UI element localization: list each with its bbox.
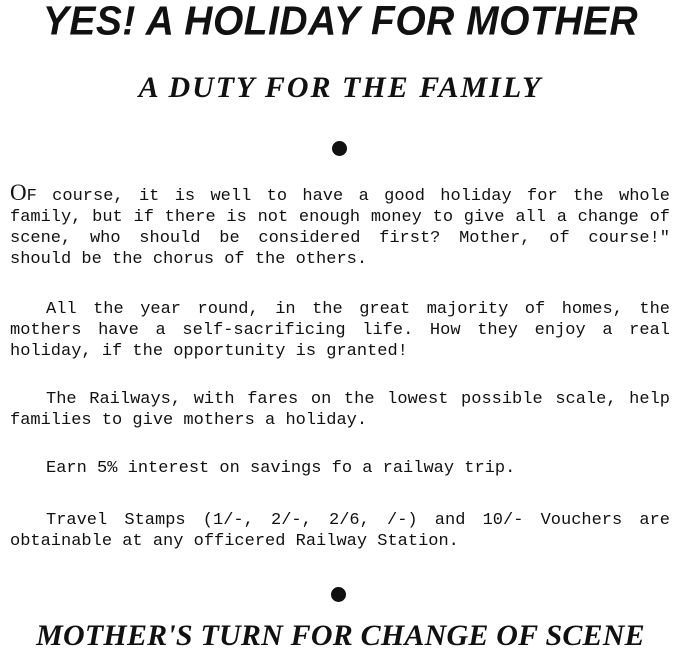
paragraph-savings: Earn 5% interest on savings fo a railway trip. <box>46 459 516 478</box>
headline: YES! A HOLIDAY FOR MOTHER <box>42 0 639 45</box>
paragraph-mothers: All the year round, in the great majority of homes, the mothers have a self-sacrificing life. How they enjoy a real holiday, if the opportunity is granted! <box>10 300 670 361</box>
bullet-dot-icon <box>331 587 346 602</box>
paragraph-intro-text: F course, it is well to have a good holiday for the whole family, but if there is not enough money to give all a change of scene, who should be considered first? Mother, of course!" should be the chorus of the others. <box>10 187 670 269</box>
paragraph-travel-stamps: Travel Stamps (1/-, 2/-, 2/6, /-) and 10/- Vouchers are obtainable at any officered Railway Station. <box>10 511 670 551</box>
paragraph-intro <box>10 180 670 270</box>
bullet-dot-icon <box>332 141 347 156</box>
subheadline: A DUTY FOR THE FAMILY <box>138 71 543 104</box>
paragraph-railways: The Railways, with fares on the lowest possible scale, help families to give mothers a holiday. <box>10 390 670 430</box>
drop-cap: O <box>10 180 27 205</box>
footer-headline: MOTHER'S TURN FOR CHANGE OF SCENE <box>36 619 645 652</box>
